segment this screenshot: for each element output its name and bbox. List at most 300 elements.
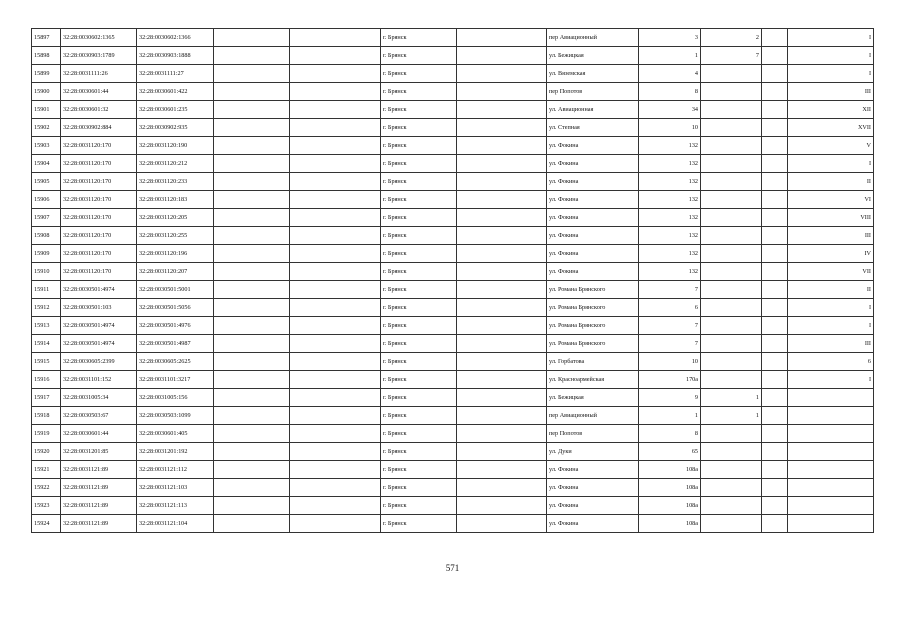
city-cell: г. Брянск (381, 173, 457, 191)
table-row (32, 353, 874, 371)
cadastral-number-cell: 32:28:0031101:152 (61, 371, 137, 389)
empty-cell (457, 101, 547, 119)
apartment-cell: I (788, 155, 874, 173)
empty-cell (290, 29, 381, 47)
empty-cell (214, 353, 290, 371)
city-cell: г. Брянск (381, 479, 457, 497)
apartment-cell (788, 479, 874, 497)
cadastral-number-cell: 32:28:0031120:170 (61, 263, 137, 281)
apartment-cell: II (788, 173, 874, 191)
empty-cell (762, 425, 788, 443)
street-cell: ул. Фокина (547, 245, 639, 263)
empty-cell (762, 101, 788, 119)
empty-cell (214, 173, 290, 191)
row-number-cell: 15901 (32, 101, 61, 119)
object-cadastral-number-cell: 32:28:0030601:405 (137, 425, 214, 443)
apartment-cell: 6 (788, 353, 874, 371)
city-cell: г. Брянск (381, 263, 457, 281)
house-number-cell: 132 (639, 191, 701, 209)
empty-cell (214, 245, 290, 263)
row-number-cell: 15920 (32, 443, 61, 461)
building-cell (701, 479, 762, 497)
empty-cell (762, 173, 788, 191)
street-cell: ул. Авиационная (547, 101, 639, 119)
apartment-cell: III (788, 227, 874, 245)
row-number-cell: 15921 (32, 461, 61, 479)
city-cell: г. Брянск (381, 371, 457, 389)
table-row (32, 299, 874, 317)
empty-cell (762, 335, 788, 353)
apartment-cell: I (788, 47, 874, 65)
empty-cell (762, 119, 788, 137)
empty-cell (762, 515, 788, 533)
house-number-cell: 1 (639, 47, 701, 65)
object-cadastral-number-cell: 32:28:0031120:183 (137, 191, 214, 209)
cadastral-number-cell: 32:28:0030605:2399 (61, 353, 137, 371)
apartment-cell (788, 425, 874, 443)
house-number-cell: 65 (639, 443, 701, 461)
empty-cell (214, 101, 290, 119)
object-cadastral-number-cell: 32:28:0030503:1099 (137, 407, 214, 425)
empty-cell (290, 461, 381, 479)
street-cell: ул. Фокина (547, 479, 639, 497)
row-number-cell: 15900 (32, 83, 61, 101)
row-number-cell: 15918 (32, 407, 61, 425)
empty-cell (214, 47, 290, 65)
cadastral-number-cell: 32:28:0031201:85 (61, 443, 137, 461)
row-number-cell: 15898 (32, 47, 61, 65)
table-row (32, 263, 874, 281)
building-cell (701, 281, 762, 299)
object-cadastral-number-cell: 32:28:0031120:212 (137, 155, 214, 173)
house-number-cell: 132 (639, 209, 701, 227)
house-number-cell: 132 (639, 173, 701, 191)
empty-cell (290, 443, 381, 461)
object-cadastral-number-cell: 32:28:0031005:156 (137, 389, 214, 407)
street-cell: ул. Степная (547, 119, 639, 137)
empty-cell (762, 83, 788, 101)
row-number-cell: 15919 (32, 425, 61, 443)
city-cell: г. Брянск (381, 245, 457, 263)
empty-cell (214, 371, 290, 389)
row-number-cell: 15916 (32, 371, 61, 389)
object-cadastral-number-cell: 32:28:0031111:27 (137, 65, 214, 83)
street-cell: ул. Фокина (547, 461, 639, 479)
empty-cell (457, 443, 547, 461)
house-number-cell: 9 (639, 389, 701, 407)
street-cell: ул. Красноармейская (547, 371, 639, 389)
table-row (32, 155, 874, 173)
object-cadastral-number-cell: 32:28:0031121:104 (137, 515, 214, 533)
city-cell: г. Брянск (381, 227, 457, 245)
object-cadastral-number-cell: 32:28:0030501:4987 (137, 335, 214, 353)
street-cell: ул. Фокина (547, 137, 639, 155)
table-row (32, 227, 874, 245)
empty-cell (290, 83, 381, 101)
apartment-cell: III (788, 335, 874, 353)
street-cell: пер Авиационный (547, 407, 639, 425)
empty-cell (214, 137, 290, 155)
city-cell: г. Брянск (381, 497, 457, 515)
house-number-cell: 34 (639, 101, 701, 119)
row-number-cell: 15904 (32, 155, 61, 173)
object-cadastral-number-cell: 32:28:0031201:192 (137, 443, 214, 461)
cadastral-number-cell: 32:28:0031005:34 (61, 389, 137, 407)
empty-cell (457, 371, 547, 389)
object-cadastral-number-cell: 32:28:0030903:1888 (137, 47, 214, 65)
street-cell: пер Попотов (547, 83, 639, 101)
table-row (32, 209, 874, 227)
empty-cell (457, 407, 547, 425)
building-cell (701, 299, 762, 317)
empty-cell (290, 137, 381, 155)
table-row (32, 281, 874, 299)
street-cell: ул. Фокина (547, 191, 639, 209)
empty-cell (457, 83, 547, 101)
street-cell: ул. Вяземская (547, 65, 639, 83)
empty-cell (290, 119, 381, 137)
empty-cell (290, 389, 381, 407)
empty-cell (762, 281, 788, 299)
empty-cell (214, 191, 290, 209)
empty-cell (214, 479, 290, 497)
empty-cell (214, 389, 290, 407)
house-number-cell: 8 (639, 83, 701, 101)
cadastral-number-cell: 32:28:0031120:170 (61, 191, 137, 209)
empty-cell (290, 209, 381, 227)
table-row (32, 101, 874, 119)
table-row (32, 65, 874, 83)
table-row (32, 515, 874, 533)
house-number-cell: 170а (639, 371, 701, 389)
empty-cell (214, 425, 290, 443)
empty-cell (214, 65, 290, 83)
empty-cell (214, 29, 290, 47)
empty-cell (214, 263, 290, 281)
street-cell: ул. Фокина (547, 515, 639, 533)
empty-cell (290, 317, 381, 335)
street-cell: ул. Фокина (547, 155, 639, 173)
empty-cell (762, 137, 788, 155)
city-cell: г. Брянск (381, 83, 457, 101)
empty-cell (290, 227, 381, 245)
building-cell (701, 227, 762, 245)
building-cell: 1 (701, 389, 762, 407)
street-cell: пер Авиационный (547, 29, 639, 47)
street-cell: ул. Фокина (547, 497, 639, 515)
apartment-cell: VI (788, 191, 874, 209)
house-number-cell: 108а (639, 497, 701, 515)
empty-cell (457, 119, 547, 137)
empty-cell (214, 443, 290, 461)
row-number-cell: 15923 (32, 497, 61, 515)
empty-cell (214, 407, 290, 425)
city-cell: г. Брянск (381, 317, 457, 335)
cadastral-number-cell: 32:28:0030501:103 (61, 299, 137, 317)
row-number-cell: 15911 (32, 281, 61, 299)
empty-cell (290, 335, 381, 353)
row-number-cell: 15899 (32, 65, 61, 83)
building-cell (701, 173, 762, 191)
object-cadastral-number-cell: 32:28:0030501:4976 (137, 317, 214, 335)
house-number-cell: 132 (639, 155, 701, 173)
object-cadastral-number-cell: 32:28:0031120:196 (137, 245, 214, 263)
object-cadastral-number-cell: 32:28:0031120:190 (137, 137, 214, 155)
house-number-cell: 8 (639, 425, 701, 443)
city-cell: г. Брянск (381, 299, 457, 317)
object-cadastral-number-cell: 32:28:0031120:255 (137, 227, 214, 245)
building-cell (701, 497, 762, 515)
house-number-cell: 7 (639, 281, 701, 299)
register-table (31, 28, 874, 533)
empty-cell (290, 425, 381, 443)
empty-cell (290, 245, 381, 263)
cadastral-number-cell: 32:28:0030601:32 (61, 101, 137, 119)
table-row (32, 83, 874, 101)
row-number-cell: 15902 (32, 119, 61, 137)
house-number-cell: 10 (639, 119, 701, 137)
building-cell (701, 137, 762, 155)
street-cell: ул. Фокина (547, 209, 639, 227)
empty-cell (214, 515, 290, 533)
cadastral-number-cell: 32:28:0031121:89 (61, 515, 137, 533)
apartment-cell: I (788, 29, 874, 47)
street-cell: ул. Бежицкая (547, 389, 639, 407)
cadastral-number-cell: 32:28:0031121:89 (61, 461, 137, 479)
table-row (32, 245, 874, 263)
apartment-cell (788, 461, 874, 479)
empty-cell (214, 299, 290, 317)
empty-cell (457, 155, 547, 173)
building-cell (701, 209, 762, 227)
city-cell: г. Брянск (381, 47, 457, 65)
empty-cell (457, 173, 547, 191)
house-number-cell: 1 (639, 407, 701, 425)
building-cell (701, 335, 762, 353)
empty-cell (290, 479, 381, 497)
empty-cell (290, 263, 381, 281)
house-number-cell: 3 (639, 29, 701, 47)
building-cell (701, 353, 762, 371)
cadastral-number-cell: 32:28:0030501:4974 (61, 317, 137, 335)
empty-cell (457, 281, 547, 299)
object-cadastral-number-cell: 32:28:0031121:112 (137, 461, 214, 479)
row-number-cell: 15914 (32, 335, 61, 353)
apartment-cell: I (788, 65, 874, 83)
row-number-cell: 15897 (32, 29, 61, 47)
city-cell: г. Брянск (381, 389, 457, 407)
city-cell: г. Брянск (381, 425, 457, 443)
empty-cell (457, 191, 547, 209)
city-cell: г. Брянск (381, 443, 457, 461)
object-cadastral-number-cell: 32:28:0031121:103 (137, 479, 214, 497)
object-cadastral-number-cell: 32:28:0030605:2625 (137, 353, 214, 371)
empty-cell (214, 209, 290, 227)
cadastral-number-cell: 32:28:0030902:884 (61, 119, 137, 137)
house-number-cell: 132 (639, 263, 701, 281)
building-cell: 7 (701, 47, 762, 65)
apartment-cell: VII (788, 263, 874, 281)
cadastral-number-cell: 32:28:0031121:89 (61, 479, 137, 497)
city-cell: г. Брянск (381, 191, 457, 209)
cadastral-number-cell: 32:28:0031121:89 (61, 497, 137, 515)
row-number-cell: 15913 (32, 317, 61, 335)
building-cell: 1 (701, 407, 762, 425)
street-cell: пер Попотов (547, 425, 639, 443)
apartment-cell: VIII (788, 209, 874, 227)
city-cell: г. Брянск (381, 101, 457, 119)
city-cell: г. Брянск (381, 335, 457, 353)
empty-cell (290, 407, 381, 425)
city-cell: г. Брянск (381, 119, 457, 137)
house-number-cell: 108а (639, 479, 701, 497)
apartment-cell: XII (788, 101, 874, 119)
table-row (32, 389, 874, 407)
cadastral-number-cell: 32:28:0031120:170 (61, 137, 137, 155)
empty-cell (762, 317, 788, 335)
apartment-cell (788, 389, 874, 407)
object-cadastral-number-cell: 32:28:0030501:5001 (137, 281, 214, 299)
building-cell (701, 65, 762, 83)
empty-cell (290, 173, 381, 191)
empty-cell (290, 299, 381, 317)
building-cell (701, 101, 762, 119)
empty-cell (457, 65, 547, 83)
house-number-cell: 7 (639, 335, 701, 353)
city-cell: г. Брянск (381, 461, 457, 479)
street-cell: ул. Романа Брянского (547, 281, 639, 299)
empty-cell (290, 281, 381, 299)
empty-cell (457, 227, 547, 245)
table-row (32, 407, 874, 425)
cadastral-number-cell: 32:28:0031120:170 (61, 245, 137, 263)
empty-cell (457, 137, 547, 155)
empty-cell (762, 65, 788, 83)
building-cell (701, 317, 762, 335)
empty-cell (290, 191, 381, 209)
object-cadastral-number-cell: 32:28:0031120:205 (137, 209, 214, 227)
empty-cell (457, 515, 547, 533)
empty-cell (762, 245, 788, 263)
building-cell (701, 425, 762, 443)
empty-cell (762, 191, 788, 209)
street-cell: ул. Фокина (547, 263, 639, 281)
object-cadastral-number-cell: 32:28:0030601:422 (137, 83, 214, 101)
empty-cell (762, 407, 788, 425)
apartment-cell (788, 497, 874, 515)
house-number-cell: 132 (639, 137, 701, 155)
city-cell: г. Брянск (381, 407, 457, 425)
empty-cell (457, 389, 547, 407)
house-number-cell: 6 (639, 299, 701, 317)
empty-cell (762, 461, 788, 479)
city-cell: г. Брянск (381, 209, 457, 227)
street-cell: ул. Дуки (547, 443, 639, 461)
table-row (32, 461, 874, 479)
empty-cell (762, 389, 788, 407)
row-number-cell: 15924 (32, 515, 61, 533)
house-number-cell: 4 (639, 65, 701, 83)
empty-cell (457, 461, 547, 479)
empty-cell (457, 209, 547, 227)
city-cell: г. Брянск (381, 281, 457, 299)
empty-cell (762, 47, 788, 65)
row-number-cell: 15907 (32, 209, 61, 227)
empty-cell (762, 29, 788, 47)
apartment-cell: I (788, 371, 874, 389)
row-number-cell: 15909 (32, 245, 61, 263)
empty-cell (762, 443, 788, 461)
table-row (32, 317, 874, 335)
empty-cell (762, 353, 788, 371)
cadastral-number-cell: 32:28:0030601:44 (61, 425, 137, 443)
empty-cell (214, 497, 290, 515)
house-number-cell: 132 (639, 227, 701, 245)
street-cell: ул. Фокина (547, 173, 639, 191)
row-number-cell: 15922 (32, 479, 61, 497)
apartment-cell: I (788, 317, 874, 335)
object-cadastral-number-cell: 32:28:0030602:1366 (137, 29, 214, 47)
house-number-cell: 10 (639, 353, 701, 371)
table-row (32, 335, 874, 353)
cadastral-number-cell: 32:28:0030602:1365 (61, 29, 137, 47)
table-row (32, 479, 874, 497)
empty-cell (457, 245, 547, 263)
page-number: 571 (445, 563, 460, 573)
empty-cell (290, 155, 381, 173)
register-table-body (32, 29, 874, 533)
empty-cell (762, 479, 788, 497)
building-cell (701, 191, 762, 209)
empty-cell (214, 317, 290, 335)
empty-cell (214, 119, 290, 137)
empty-cell (762, 497, 788, 515)
apartment-cell: IV (788, 245, 874, 263)
building-cell (701, 371, 762, 389)
cadastral-number-cell: 32:28:0031120:170 (61, 209, 137, 227)
cadastral-number-cell: 32:28:0030903:1789 (61, 47, 137, 65)
row-number-cell: 15910 (32, 263, 61, 281)
table-row (32, 173, 874, 191)
empty-cell (457, 317, 547, 335)
apartment-cell: II (788, 281, 874, 299)
object-cadastral-number-cell: 32:28:0031121:113 (137, 497, 214, 515)
house-number-cell: 108а (639, 515, 701, 533)
table-row (32, 425, 874, 443)
cadastral-number-cell: 32:28:0031120:170 (61, 155, 137, 173)
house-number-cell: 108а (639, 461, 701, 479)
object-cadastral-number-cell: 32:28:0031120:207 (137, 263, 214, 281)
empty-cell (457, 263, 547, 281)
empty-cell (290, 47, 381, 65)
street-cell: ул. Романа Брянского (547, 299, 639, 317)
building-cell (701, 515, 762, 533)
building-cell: 2 (701, 29, 762, 47)
city-cell: г. Брянск (381, 29, 457, 47)
table-row (32, 443, 874, 461)
row-number-cell: 15915 (32, 353, 61, 371)
empty-cell (290, 101, 381, 119)
cadastral-number-cell: 32:28:0030501:4974 (61, 281, 137, 299)
table-row (32, 497, 874, 515)
city-cell: г. Брянск (381, 515, 457, 533)
empty-cell (457, 47, 547, 65)
empty-cell (457, 29, 547, 47)
empty-cell (290, 65, 381, 83)
building-cell (701, 461, 762, 479)
cadastral-number-cell: 32:28:0031120:170 (61, 227, 137, 245)
building-cell (701, 443, 762, 461)
